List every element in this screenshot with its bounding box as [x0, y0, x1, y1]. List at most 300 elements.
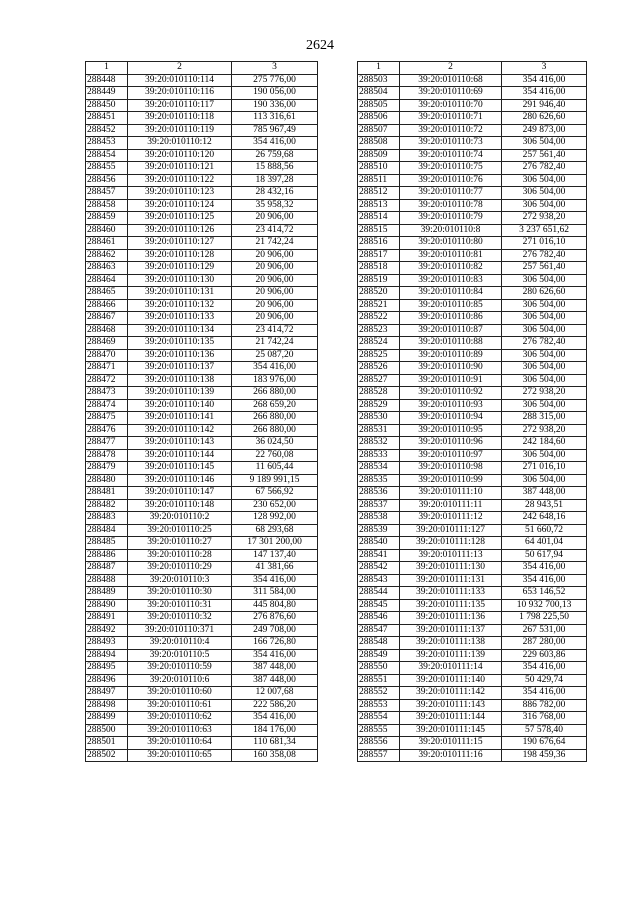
cadastral-number-cell: 39:20:010110:114	[128, 74, 232, 87]
table-row	[86, 124, 318, 137]
value-cell: 267 531,00	[502, 624, 587, 637]
value-cell: 28 432,16	[232, 187, 318, 200]
row-number-cell: 288465	[86, 287, 128, 300]
cadastral-number-cell: 39:20:010111:16	[400, 749, 502, 762]
row-number-cell: 288548	[358, 637, 400, 650]
table-row	[358, 624, 587, 637]
table-row	[86, 287, 318, 300]
table-row	[358, 462, 587, 475]
table-row	[358, 599, 587, 612]
value-cell: 653 146,52	[502, 587, 587, 600]
value-cell: 354 416,00	[502, 687, 587, 700]
table-row	[358, 274, 587, 287]
value-cell: 20 906,00	[232, 287, 318, 300]
value-cell: 306 504,00	[502, 474, 587, 487]
row-number-cell: 288461	[86, 237, 128, 250]
row-number-cell: 288459	[86, 212, 128, 225]
value-cell: 387 448,00	[502, 487, 587, 500]
value-cell: 12 007,68	[232, 687, 318, 700]
cadastral-number-cell: 39:20:010110:75	[400, 162, 502, 175]
value-cell: 68 293,68	[232, 524, 318, 537]
cadastral-number-cell: 39:20:010111:15	[400, 737, 502, 750]
cadastral-number-cell: 39:20:010110:128	[128, 249, 232, 262]
cadastral-number-cell: 39:20:010111:142	[400, 687, 502, 700]
cadastral-number-cell: 39:20:010111:11	[400, 499, 502, 512]
cadastral-number-cell: 39:20:010111:143	[400, 699, 502, 712]
cadastral-number-cell: 39:20:010110:65	[128, 749, 232, 762]
value-cell: 306 504,00	[502, 174, 587, 187]
cadastral-number-cell: 39:20:010110:148	[128, 499, 232, 512]
table-row	[86, 112, 318, 125]
value-cell: 354 416,00	[502, 574, 587, 587]
cadastral-number-cell: 39:20:010111:145	[400, 724, 502, 737]
cadastral-number-cell: 39:20:010110:86	[400, 312, 502, 325]
row-number-cell: 288505	[358, 99, 400, 112]
table-row	[86, 412, 318, 425]
column-header-1: 1	[358, 62, 400, 75]
cadastral-number-cell: 39:20:010110:99	[400, 474, 502, 487]
value-cell: 275 776,00	[232, 74, 318, 87]
table-row	[86, 649, 318, 662]
table-row	[358, 324, 587, 337]
right-table-body	[358, 74, 587, 762]
value-cell: 3 237 651,62	[502, 224, 587, 237]
left-register-table	[85, 61, 318, 762]
row-number-cell: 288514	[358, 212, 400, 225]
value-cell: 10 932 700,13	[502, 599, 587, 612]
cadastral-number-cell: 39:20:010110:79	[400, 212, 502, 225]
row-number-cell: 288525	[358, 349, 400, 362]
cadastral-number-cell: 39:20:010110:123	[128, 187, 232, 200]
table-row	[86, 337, 318, 350]
value-cell: 166 726,80	[232, 637, 318, 650]
row-number-cell: 288554	[358, 712, 400, 725]
value-cell: 354 416,00	[232, 712, 318, 725]
table-row	[86, 674, 318, 687]
cadastral-number-cell: 39:20:010111:137	[400, 624, 502, 637]
table-row	[358, 662, 587, 675]
table-row	[86, 262, 318, 275]
table-row	[86, 187, 318, 200]
value-cell: 50 429,74	[502, 674, 587, 687]
table-row	[86, 249, 318, 262]
table-row	[86, 162, 318, 175]
value-cell: 271 016,10	[502, 462, 587, 475]
row-number-cell: 288474	[86, 399, 128, 412]
value-cell: 249 873,00	[502, 124, 587, 137]
value-cell: 276 876,60	[232, 612, 318, 625]
cadastral-number-cell: 39:20:010110:6	[128, 674, 232, 687]
cadastral-number-cell: 39:20:010110:120	[128, 149, 232, 162]
table-row	[358, 712, 587, 725]
cadastral-number-cell: 39:20:010110:2	[128, 512, 232, 525]
row-number-cell: 288545	[358, 599, 400, 612]
value-cell: 15 888,56	[232, 162, 318, 175]
value-cell: 276 782,40	[502, 162, 587, 175]
row-number-cell: 288495	[86, 662, 128, 675]
row-number-cell: 288486	[86, 549, 128, 562]
cadastral-number-cell: 39:20:010110:71	[400, 112, 502, 125]
cadastral-number-cell: 39:20:010110:132	[128, 299, 232, 312]
cadastral-number-cell: 39:20:010110:140	[128, 399, 232, 412]
table-row	[86, 599, 318, 612]
table-row	[86, 299, 318, 312]
value-cell: 387 448,00	[232, 674, 318, 687]
cadastral-number-cell: 39:20:010111:127	[400, 524, 502, 537]
row-number-cell: 288528	[358, 387, 400, 400]
table-row	[358, 562, 587, 575]
value-cell: 190 056,00	[232, 87, 318, 100]
cadastral-number-cell: 39:20:010111:128	[400, 537, 502, 550]
value-cell: 306 504,00	[502, 299, 587, 312]
table-row	[86, 137, 318, 150]
cadastral-number-cell: 39:20:010111:12	[400, 512, 502, 525]
row-number-cell: 288463	[86, 262, 128, 275]
value-cell: 445 804,80	[232, 599, 318, 612]
value-cell: 51 660,72	[502, 524, 587, 537]
row-number-cell: 288516	[358, 237, 400, 250]
table-row	[358, 162, 587, 175]
table-row	[86, 149, 318, 162]
row-number-cell: 288549	[358, 649, 400, 662]
table-row	[358, 74, 587, 87]
value-cell: 11 605,44	[232, 462, 318, 475]
row-number-cell: 288470	[86, 349, 128, 362]
value-cell: 280 626,60	[502, 112, 587, 125]
table-row	[86, 687, 318, 700]
row-number-cell: 288552	[358, 687, 400, 700]
value-cell: 354 416,00	[502, 562, 587, 575]
value-cell: 291 946,40	[502, 99, 587, 112]
table-row	[86, 349, 318, 362]
cadastral-number-cell: 39:20:010110:31	[128, 599, 232, 612]
table-row	[358, 724, 587, 737]
row-number-cell: 288448	[86, 74, 128, 87]
table-row	[358, 312, 587, 325]
table-row	[86, 712, 318, 725]
value-cell: 311 584,00	[232, 587, 318, 600]
cadastral-number-cell: 39:20:010110:30	[128, 587, 232, 600]
cadastral-number-cell: 39:20:010110:91	[400, 374, 502, 387]
cadastral-number-cell: 39:20:010110:87	[400, 324, 502, 337]
value-cell: 288 315,00	[502, 412, 587, 425]
value-cell: 183 976,00	[232, 374, 318, 387]
cadastral-number-cell: 39:20:010110:94	[400, 412, 502, 425]
cadastral-number-cell: 39:20:010110:142	[128, 424, 232, 437]
value-cell: 50 617,94	[502, 549, 587, 562]
value-cell: 160 358,08	[232, 749, 318, 762]
row-number-cell: 288467	[86, 312, 128, 325]
table-row	[358, 687, 587, 700]
row-number-cell: 288458	[86, 199, 128, 212]
table-row	[358, 699, 587, 712]
value-cell: 23 414,72	[232, 324, 318, 337]
cadastral-number-cell: 39:20:010110:118	[128, 112, 232, 125]
table-row	[86, 549, 318, 562]
value-cell: 306 504,00	[502, 199, 587, 212]
row-number-cell: 288517	[358, 249, 400, 262]
value-cell: 272 938,20	[502, 387, 587, 400]
table-row	[86, 499, 318, 512]
row-number-cell: 288494	[86, 649, 128, 662]
value-cell: 306 504,00	[502, 274, 587, 287]
column-header-1: 1	[86, 62, 128, 75]
cadastral-number-cell: 39:20:010110:64	[128, 737, 232, 750]
row-number-cell: 288487	[86, 562, 128, 575]
cadastral-number-cell: 39:20:010111:131	[400, 574, 502, 587]
value-cell: 57 578,40	[502, 724, 587, 737]
value-cell: 20 906,00	[232, 212, 318, 225]
cadastral-number-cell: 39:20:010110:60	[128, 687, 232, 700]
table-row	[86, 699, 318, 712]
table-row	[86, 637, 318, 650]
table-row	[86, 312, 318, 325]
table-row	[358, 237, 587, 250]
value-cell: 306 504,00	[502, 137, 587, 150]
cadastral-number-cell: 39:20:010110:83	[400, 274, 502, 287]
row-number-cell: 288500	[86, 724, 128, 737]
cadastral-number-cell: 39:20:010110:119	[128, 124, 232, 137]
cadastral-number-cell: 39:20:010111:139	[400, 649, 502, 662]
table-row	[358, 674, 587, 687]
cadastral-number-cell: 39:20:010110:130	[128, 274, 232, 287]
row-number-cell: 288468	[86, 324, 128, 337]
table-row	[86, 724, 318, 737]
value-cell: 306 504,00	[502, 312, 587, 325]
row-number-cell: 288510	[358, 162, 400, 175]
row-number-cell: 288502	[86, 749, 128, 762]
value-cell: 306 504,00	[502, 324, 587, 337]
cadastral-number-cell: 39:20:010110:72	[400, 124, 502, 137]
row-number-cell: 288452	[86, 124, 128, 137]
row-number-cell: 288540	[358, 537, 400, 550]
cadastral-number-cell: 39:20:010110:143	[128, 437, 232, 450]
table-row	[358, 412, 587, 425]
table-row	[358, 287, 587, 300]
table-row	[86, 749, 318, 762]
cadastral-number-cell: 39:20:010110:92	[400, 387, 502, 400]
cadastral-number-cell: 39:20:010111:130	[400, 562, 502, 575]
cadastral-number-cell: 39:20:010110:96	[400, 437, 502, 450]
cadastral-number-cell: 39:20:010110:126	[128, 224, 232, 237]
row-number-cell: 288449	[86, 87, 128, 100]
cadastral-number-cell: 39:20:010110:73	[400, 137, 502, 150]
table-row	[358, 649, 587, 662]
table-row	[86, 374, 318, 387]
table-row	[86, 87, 318, 100]
table-row	[86, 737, 318, 750]
row-number-cell: 288484	[86, 524, 128, 537]
cadastral-number-cell: 39:20:010110:147	[128, 487, 232, 500]
table-row	[86, 362, 318, 375]
value-cell: 128 992,00	[232, 512, 318, 525]
cadastral-number-cell: 39:20:010111:10	[400, 487, 502, 500]
value-cell: 242 648,16	[502, 512, 587, 525]
row-number-cell: 288480	[86, 474, 128, 487]
table-row	[358, 587, 587, 600]
table-row	[86, 212, 318, 225]
row-number-cell: 288557	[358, 749, 400, 762]
cadastral-number-cell: 39:20:010110:82	[400, 262, 502, 275]
row-number-cell: 288464	[86, 274, 128, 287]
cadastral-number-cell: 39:20:010110:78	[400, 199, 502, 212]
row-number-cell: 288515	[358, 224, 400, 237]
row-number-cell: 288473	[86, 387, 128, 400]
value-cell: 306 504,00	[502, 449, 587, 462]
cadastral-number-cell: 39:20:010110:76	[400, 174, 502, 187]
cadastral-number-cell: 39:20:010110:93	[400, 399, 502, 412]
row-number-cell: 288450	[86, 99, 128, 112]
cadastral-number-cell: 39:20:010111:138	[400, 637, 502, 650]
cadastral-number-cell: 39:20:010110:136	[128, 349, 232, 362]
value-cell: 272 938,20	[502, 212, 587, 225]
row-number-cell: 288519	[358, 274, 400, 287]
row-number-cell: 288521	[358, 299, 400, 312]
row-number-cell: 288538	[358, 512, 400, 525]
table-row	[358, 574, 587, 587]
value-cell: 387 448,00	[232, 662, 318, 675]
value-cell: 9 189 991,15	[232, 474, 318, 487]
cadastral-number-cell: 39:20:010111:133	[400, 587, 502, 600]
table-row	[358, 449, 587, 462]
value-cell: 316 768,00	[502, 712, 587, 725]
table-row	[358, 137, 587, 150]
value-cell: 354 416,00	[502, 87, 587, 100]
value-cell: 184 176,00	[232, 724, 318, 737]
cadastral-number-cell: 39:20:010110:133	[128, 312, 232, 325]
cadastral-number-cell: 39:20:010110:12	[128, 137, 232, 150]
row-number-cell: 288460	[86, 224, 128, 237]
table-row	[86, 437, 318, 450]
value-cell: 272 938,20	[502, 424, 587, 437]
cadastral-number-cell: 39:20:010111:136	[400, 612, 502, 625]
value-cell: 354 416,00	[502, 662, 587, 675]
row-number-cell: 288481	[86, 487, 128, 500]
cadastral-number-cell: 39:20:010110:74	[400, 149, 502, 162]
row-number-cell: 288536	[358, 487, 400, 500]
value-cell: 222 586,20	[232, 699, 318, 712]
value-cell: 354 416,00	[502, 74, 587, 87]
cadastral-number-cell: 39:20:010110:3	[128, 574, 232, 587]
cadastral-number-cell: 39:20:010110:28	[128, 549, 232, 562]
table-row	[358, 424, 587, 437]
table-row	[358, 499, 587, 512]
row-number-cell: 288483	[86, 512, 128, 525]
value-cell: 242 184,60	[502, 437, 587, 450]
table-row	[358, 174, 587, 187]
cadastral-number-cell: 39:20:010110:25	[128, 524, 232, 537]
value-cell: 268 659,20	[232, 399, 318, 412]
row-number-cell: 288546	[358, 612, 400, 625]
cadastral-number-cell: 39:20:010110:89	[400, 349, 502, 362]
cadastral-number-cell: 39:20:010110:97	[400, 449, 502, 462]
table-row	[86, 574, 318, 587]
cadastral-number-cell: 39:20:010110:134	[128, 324, 232, 337]
row-number-cell: 288532	[358, 437, 400, 450]
row-number-cell: 288539	[358, 524, 400, 537]
value-cell: 113 316,61	[232, 112, 318, 125]
row-number-cell: 288476	[86, 424, 128, 437]
cadastral-number-cell: 39:20:010110:125	[128, 212, 232, 225]
row-number-cell: 288496	[86, 674, 128, 687]
column-header-3: 3	[502, 62, 587, 75]
table-row	[86, 387, 318, 400]
row-number-cell: 288529	[358, 399, 400, 412]
cadastral-number-cell: 39:20:010111:140	[400, 674, 502, 687]
row-number-cell: 288533	[358, 449, 400, 462]
cadastral-number-cell: 39:20:010110:85	[400, 299, 502, 312]
cadastral-number-cell: 39:20:010110:122	[128, 174, 232, 187]
row-number-cell: 288455	[86, 162, 128, 175]
cadastral-number-cell: 39:20:010110:141	[128, 412, 232, 425]
cadastral-number-cell: 39:20:010110:32	[128, 612, 232, 625]
cadastral-number-cell: 39:20:010110:127	[128, 237, 232, 250]
row-number-cell: 288462	[86, 249, 128, 262]
row-number-cell: 288531	[358, 424, 400, 437]
table-row	[358, 612, 587, 625]
row-number-cell: 288466	[86, 299, 128, 312]
value-cell: 20 906,00	[232, 274, 318, 287]
table-row	[86, 524, 318, 537]
value-cell: 306 504,00	[502, 399, 587, 412]
row-number-cell: 288541	[358, 549, 400, 562]
row-number-cell: 288485	[86, 537, 128, 550]
table-row	[358, 349, 587, 362]
table-row	[86, 424, 318, 437]
row-number-cell: 288456	[86, 174, 128, 187]
value-cell: 190 676,64	[502, 737, 587, 750]
table-row	[358, 337, 587, 350]
value-cell: 36 024,50	[232, 437, 318, 450]
row-number-cell: 288493	[86, 637, 128, 650]
row-number-cell: 288491	[86, 612, 128, 625]
row-number-cell: 288457	[86, 187, 128, 200]
row-number-cell: 288509	[358, 149, 400, 162]
cadastral-number-cell: 39:20:010110:117	[128, 99, 232, 112]
table-row	[358, 399, 587, 412]
value-cell: 886 782,00	[502, 699, 587, 712]
row-number-cell: 288511	[358, 174, 400, 187]
cadastral-number-cell: 39:20:010110:59	[128, 662, 232, 675]
table-row	[86, 537, 318, 550]
table-row	[86, 512, 318, 525]
cadastral-number-cell: 39:20:010110:5	[128, 649, 232, 662]
value-cell: 17 301 200,00	[232, 537, 318, 550]
cadastral-number-cell: 39:20:010110:144	[128, 449, 232, 462]
row-number-cell: 288508	[358, 137, 400, 150]
value-cell: 18 397,28	[232, 174, 318, 187]
row-number-cell: 288518	[358, 262, 400, 275]
row-number-cell: 288512	[358, 187, 400, 200]
row-number-cell: 288553	[358, 699, 400, 712]
row-number-cell: 288537	[358, 499, 400, 512]
table-row	[86, 324, 318, 337]
table-row	[86, 449, 318, 462]
value-cell: 287 280,00	[502, 637, 587, 650]
value-cell: 25 087,20	[232, 349, 318, 362]
row-number-cell: 288499	[86, 712, 128, 725]
value-cell: 1 798 225,50	[502, 612, 587, 625]
value-cell: 35 958,32	[232, 199, 318, 212]
row-number-cell: 288513	[358, 199, 400, 212]
row-number-cell: 288523	[358, 324, 400, 337]
table-row	[358, 512, 587, 525]
row-number-cell: 288530	[358, 412, 400, 425]
cadastral-number-cell: 39:20:010110:371	[128, 624, 232, 637]
row-number-cell: 288488	[86, 574, 128, 587]
row-number-cell: 288501	[86, 737, 128, 750]
value-cell: 198 459,36	[502, 749, 587, 762]
